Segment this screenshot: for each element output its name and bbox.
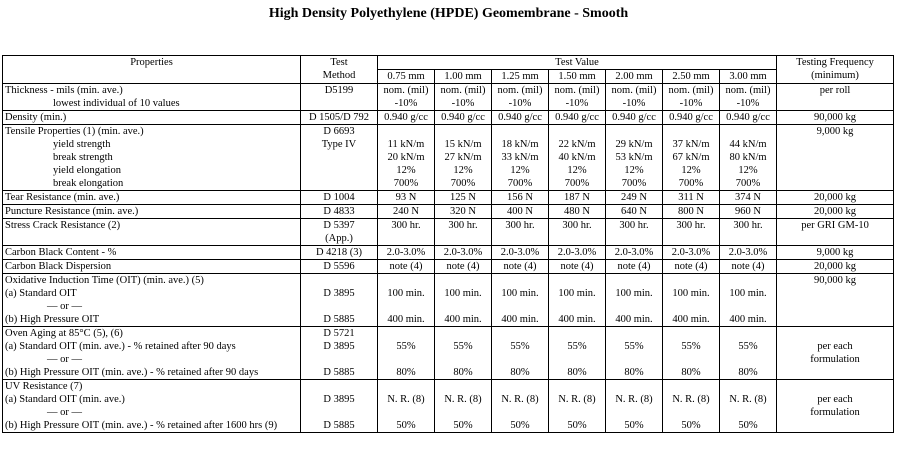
- row-puncture: [3, 205, 894, 219]
- value-line: 53 kN/m: [615, 152, 653, 163]
- value-line: 100 min.: [501, 288, 539, 299]
- row-uv-resistance: [3, 380, 894, 433]
- value-line: nom. (mil): [554, 85, 600, 96]
- method-puncture: D 4833: [301, 205, 378, 219]
- header-thickness-2: 1.25 mm: [492, 70, 549, 84]
- method-carbon-black-content: D 4218 (3): [301, 246, 378, 260]
- prop-oven-aging: [3, 327, 301, 380]
- value-oven-aging: [720, 327, 777, 380]
- value-tensile: [606, 125, 663, 191]
- value-line: 700%: [564, 178, 590, 189]
- freq-line: formulation: [810, 354, 860, 365]
- method-line: D 5885: [323, 420, 355, 431]
- spec-table: [2, 55, 894, 433]
- value-line: nom. (mil): [668, 85, 714, 96]
- value-oit: [549, 274, 606, 327]
- value-carbon-black-dispersion: note (4): [435, 260, 492, 274]
- value-line: 80%: [453, 367, 473, 378]
- value-line: 12%: [681, 165, 701, 176]
- value-puncture: 240 N: [378, 205, 435, 219]
- value-line: 50%: [738, 420, 758, 431]
- value-oit: [606, 274, 663, 327]
- prop-tear: Tear Resistance (min. ave.): [3, 191, 301, 205]
- value-puncture: 480 N: [549, 205, 606, 219]
- value-line: 700%: [735, 178, 761, 189]
- freq-oven-aging: [777, 327, 894, 380]
- method-oit: [301, 274, 378, 327]
- value-carbon-black-content: 2.0-3.0%: [492, 246, 549, 260]
- row-carbon-black-dispersion: [3, 260, 894, 274]
- value-uv-resistance: [549, 380, 606, 433]
- value-line: 700%: [678, 178, 704, 189]
- value-carbon-black-content: 2.0-3.0%: [663, 246, 720, 260]
- value-line: 67 kN/m: [672, 152, 710, 163]
- method-line: D 5397: [323, 220, 355, 231]
- value-line: 55%: [453, 341, 473, 352]
- value-line: 37 kN/m: [672, 139, 710, 150]
- value-line: 40 kN/m: [558, 152, 596, 163]
- freq-density: 90,000 kg: [777, 111, 894, 125]
- value-line: 100 min.: [444, 288, 482, 299]
- value-line: 55%: [624, 341, 644, 352]
- value-line: 22 kN/m: [558, 139, 596, 150]
- value-thickness: [606, 84, 663, 111]
- value-puncture: 800 N: [663, 205, 720, 219]
- prop-carbon-black-content: Carbon Black Content - %: [3, 246, 301, 260]
- freq-thickness: per roll: [777, 84, 894, 111]
- value-oit: [720, 274, 777, 327]
- value-line: N. R. (8): [387, 394, 425, 405]
- value-tear: 249 N: [606, 191, 663, 205]
- value-thickness: [720, 84, 777, 111]
- method-line: (App.): [325, 233, 353, 244]
- header-testing-frequency: Testing Frequency (minimum): [777, 56, 894, 84]
- method-line: D 6693: [323, 126, 355, 137]
- value-line: 700%: [393, 178, 419, 189]
- prop-line: — or —: [47, 407, 82, 418]
- freq-carbon-black-content: 9,000 kg: [777, 246, 894, 260]
- value-oven-aging: [492, 327, 549, 380]
- value-line: 55%: [510, 341, 530, 352]
- value-carbon-black-dispersion: note (4): [606, 260, 663, 274]
- value-line: 80%: [510, 367, 530, 378]
- method-tensile: [301, 125, 378, 191]
- header-thickness-3: 1.50 mm: [549, 70, 606, 84]
- value-line: 55%: [738, 341, 758, 352]
- value-line: 12%: [567, 165, 587, 176]
- prop-thickness: [3, 84, 301, 111]
- prop-line: UV Resistance (7): [5, 381, 83, 392]
- prop-line: Oven Aging at 85°C (5), (6): [5, 328, 123, 339]
- freq-carbon-black-dispersion: 20,000 kg: [777, 260, 894, 274]
- value-density: 0.940 g/cc: [606, 111, 663, 125]
- value-tensile: [492, 125, 549, 191]
- value-line: 80%: [624, 367, 644, 378]
- value-line: N. R. (8): [444, 394, 482, 405]
- value-carbon-black-dispersion: note (4): [720, 260, 777, 274]
- value-carbon-black-dispersion: note (4): [663, 260, 720, 274]
- value-thickness: [435, 84, 492, 111]
- value-line: -10%: [622, 98, 646, 109]
- prop-line: (b) High Pressure OIT: [5, 314, 100, 325]
- freq-stress-crack: per GRI GM-10: [777, 219, 894, 246]
- freq-tear: 20,000 kg: [777, 191, 894, 205]
- value-tear: 156 N: [492, 191, 549, 205]
- header-test-value: Test Value: [378, 56, 777, 70]
- value-oven-aging: [435, 327, 492, 380]
- value-line: 100 min.: [615, 288, 653, 299]
- value-density: 0.940 g/cc: [663, 111, 720, 125]
- value-puncture: 640 N: [606, 205, 663, 219]
- prop-tensile-sub: break strength: [53, 152, 113, 163]
- value-line: 400 min.: [672, 314, 710, 325]
- value-tensile: [663, 125, 720, 191]
- value-line: 400 min.: [729, 314, 767, 325]
- prop-line: (b) High Pressure OIT (min. ave.) - % retained after 1600 hrs (9): [5, 420, 278, 431]
- freq-line: formulation: [810, 407, 860, 418]
- method-carbon-black-dispersion: D 5596: [301, 260, 378, 274]
- method-line: D 3895: [323, 288, 355, 299]
- value-line: 50%: [453, 420, 473, 431]
- freq-line: per each: [817, 394, 853, 405]
- value-oven-aging: [378, 327, 435, 380]
- value-line: 80%: [567, 367, 587, 378]
- value-carbon-black-content: 2.0-3.0%: [549, 246, 606, 260]
- value-stress-crack: 300 hr.: [435, 219, 492, 246]
- value-uv-resistance: [606, 380, 663, 433]
- value-carbon-black-content: 2.0-3.0%: [378, 246, 435, 260]
- value-line: 12%: [396, 165, 416, 176]
- value-line: -10%: [679, 98, 703, 109]
- value-tear: 374 N: [720, 191, 777, 205]
- method-oven-aging: [301, 327, 378, 380]
- value-line: 44 kN/m: [729, 139, 767, 150]
- prop-density: Density (min.): [3, 111, 301, 125]
- value-line: 50%: [681, 420, 701, 431]
- value-line: nom. (mil): [497, 85, 543, 96]
- value-line: 400 min.: [615, 314, 653, 325]
- value-density: 0.940 g/cc: [720, 111, 777, 125]
- value-line: 50%: [510, 420, 530, 431]
- value-thickness: [378, 84, 435, 111]
- method-line: Type IV: [321, 139, 357, 150]
- prop-tensile-sub: yield strength: [53, 139, 111, 150]
- value-line: 50%: [567, 420, 587, 431]
- value-oven-aging: [663, 327, 720, 380]
- value-density: 0.940 g/cc: [435, 111, 492, 125]
- value-carbon-black-dispersion: note (4): [549, 260, 606, 274]
- value-line: 100 min.: [672, 288, 710, 299]
- method-line: D 3895: [323, 341, 355, 352]
- value-uv-resistance: [663, 380, 720, 433]
- prop-thickness-sub: lowest individual of 10 values: [53, 98, 180, 109]
- value-line: N. R. (8): [558, 394, 596, 405]
- value-line: 12%: [453, 165, 473, 176]
- prop-tensile-sub: break elongation: [53, 178, 124, 189]
- row-thickness: [3, 84, 894, 111]
- value-oit: [378, 274, 435, 327]
- prop-tensile-sub: yield elongation: [53, 165, 121, 176]
- value-tear: 311 N: [663, 191, 720, 205]
- method-uv-resistance: [301, 380, 378, 433]
- value-line: 12%: [738, 165, 758, 176]
- value-line: -10%: [508, 98, 532, 109]
- prop-line: (a) Standard OIT: [5, 288, 77, 299]
- value-line: 700%: [450, 178, 476, 189]
- value-carbon-black-dispersion: note (4): [378, 260, 435, 274]
- value-density: 0.940 g/cc: [378, 111, 435, 125]
- value-carbon-black-content: 2.0-3.0%: [606, 246, 663, 260]
- header-test-method: Test Method: [301, 56, 378, 84]
- value-line: -10%: [451, 98, 475, 109]
- value-oit: [663, 274, 720, 327]
- value-line: 80%: [396, 367, 416, 378]
- value-line: N. R. (8): [729, 394, 767, 405]
- value-stress-crack: 300 hr.: [720, 219, 777, 246]
- prop-carbon-black-dispersion: Carbon Black Dispersion: [3, 260, 301, 274]
- value-line: 27 kN/m: [444, 152, 482, 163]
- value-uv-resistance: [378, 380, 435, 433]
- value-line: 15 kN/m: [444, 139, 482, 150]
- value-line: 700%: [621, 178, 647, 189]
- value-line: 400 min.: [387, 314, 425, 325]
- prop-uv-resistance: [3, 380, 301, 433]
- value-thickness: [549, 84, 606, 111]
- value-tear: 125 N: [435, 191, 492, 205]
- value-line: 100 min.: [558, 288, 596, 299]
- value-line: N. R. (8): [615, 394, 653, 405]
- value-line: N. R. (8): [672, 394, 710, 405]
- freq-oit: 90,000 kg: [777, 274, 894, 327]
- value-line: nom. (mil): [611, 85, 657, 96]
- value-stress-crack: 300 hr.: [606, 219, 663, 246]
- freq-uv-resistance: [777, 380, 894, 433]
- header-properties: Properties: [3, 56, 301, 84]
- value-line: 12%: [624, 165, 644, 176]
- value-line: 400 min.: [558, 314, 596, 325]
- value-line: 50%: [396, 420, 416, 431]
- value-carbon-black-dispersion: note (4): [492, 260, 549, 274]
- value-oit: [492, 274, 549, 327]
- value-tensile: [549, 125, 606, 191]
- value-thickness: [663, 84, 720, 111]
- method-line: D 3895: [323, 394, 355, 405]
- value-line: 100 min.: [729, 288, 767, 299]
- prop-line: (a) Standard OIT (min. ave.): [5, 394, 125, 405]
- value-stress-crack: 300 hr.: [378, 219, 435, 246]
- value-carbon-black-content: 2.0-3.0%: [435, 246, 492, 260]
- value-line: 700%: [507, 178, 533, 189]
- value-puncture: 320 N: [435, 205, 492, 219]
- value-line: 20 kN/m: [387, 152, 425, 163]
- value-line: 33 kN/m: [501, 152, 539, 163]
- value-line: 50%: [624, 420, 644, 431]
- value-density: 0.940 g/cc: [549, 111, 606, 125]
- value-line: nom. (mil): [383, 85, 429, 96]
- value-uv-resistance: [720, 380, 777, 433]
- value-carbon-black-content: 2.0-3.0%: [720, 246, 777, 260]
- header-thickness-1: 1.00 mm: [435, 70, 492, 84]
- value-tensile: [435, 125, 492, 191]
- row-oit: [3, 274, 894, 327]
- method-density: D 1505/D 792: [301, 111, 378, 125]
- value-line: nom. (mil): [440, 85, 486, 96]
- row-stress-crack: [3, 219, 894, 246]
- value-line: -10%: [565, 98, 589, 109]
- value-line: 80%: [681, 367, 701, 378]
- freq-line: per each: [817, 341, 853, 352]
- value-tensile: [378, 125, 435, 191]
- document-title: High Density Polyethylene (HPDE) Geomembrane - Smooth: [268, 6, 629, 21]
- value-line: -10%: [394, 98, 418, 109]
- row-density: [3, 111, 894, 125]
- value-line: 18 kN/m: [501, 139, 539, 150]
- row-tear: [3, 191, 894, 205]
- value-stress-crack: 300 hr.: [549, 219, 606, 246]
- freq-puncture: 20,000 kg: [777, 205, 894, 219]
- method-line: D 5885: [323, 367, 355, 378]
- value-stress-crack: 300 hr.: [492, 219, 549, 246]
- value-line: nom. (mil): [725, 85, 771, 96]
- method-line: D 5721: [323, 328, 355, 339]
- value-line: 80%: [738, 367, 758, 378]
- value-line: 55%: [681, 341, 701, 352]
- value-thickness: [492, 84, 549, 111]
- value-line: -10%: [736, 98, 760, 109]
- value-puncture: 400 N: [492, 205, 549, 219]
- value-line: 55%: [567, 341, 587, 352]
- prop-tensile-main: Tensile Properties (1) (min. ave.): [5, 126, 144, 137]
- header-thickness-0: 0.75 mm: [378, 70, 435, 84]
- prop-thickness-main: Thickness - mils (min. ave.): [5, 85, 123, 96]
- row-carbon-black-content: [3, 246, 894, 260]
- prop-tensile: [3, 125, 301, 191]
- freq-tensile: 9,000 kg: [777, 125, 894, 191]
- prop-puncture: Puncture Resistance (min. ave.): [3, 205, 301, 219]
- row-tensile: [3, 125, 894, 191]
- value-oit: [435, 274, 492, 327]
- value-uv-resistance: [492, 380, 549, 433]
- value-tear: 93 N: [378, 191, 435, 205]
- value-oven-aging: [606, 327, 663, 380]
- value-density: 0.940 g/cc: [492, 111, 549, 125]
- prop-line: (a) Standard OIT (min. ave.) - % retained after 90 days: [5, 341, 236, 352]
- value-line: 100 min.: [387, 288, 425, 299]
- value-line: 29 kN/m: [615, 139, 653, 150]
- method-line: D 5885: [323, 314, 355, 325]
- header-thickness-4: 2.00 mm: [606, 70, 663, 84]
- value-uv-resistance: [435, 380, 492, 433]
- prop-line: — or —: [47, 354, 82, 365]
- value-line: 11 kN/m: [387, 139, 425, 150]
- prop-line: Oxidative Induction Time (OIT) (min. ave.) (5): [5, 275, 204, 286]
- value-line: 12%: [510, 165, 530, 176]
- value-tensile: [720, 125, 777, 191]
- value-line: 55%: [396, 341, 416, 352]
- header-thickness-5: 2.50 mm: [663, 70, 720, 84]
- value-line: 400 min.: [444, 314, 482, 325]
- value-tear: 187 N: [549, 191, 606, 205]
- method-stress-crack: [301, 219, 378, 246]
- prop-line: (b) High Pressure OIT (min. ave.) - % retained after 90 days: [5, 367, 259, 378]
- value-oven-aging: [549, 327, 606, 380]
- value-line: 400 min.: [501, 314, 539, 325]
- value-puncture: 960 N: [720, 205, 777, 219]
- row-oven-aging: [3, 327, 894, 380]
- value-stress-crack: 300 hr.: [663, 219, 720, 246]
- header-thickness-6: 3.00 mm: [720, 70, 777, 84]
- prop-stress-crack: Stress Crack Resistance (2): [3, 219, 301, 246]
- method-tear: D 1004: [301, 191, 378, 205]
- prop-line: — or —: [47, 301, 82, 312]
- value-line: N. R. (8): [501, 394, 539, 405]
- prop-oit: [3, 274, 301, 327]
- value-line: 80 kN/m: [729, 152, 767, 163]
- method-thickness: D5199: [301, 84, 378, 111]
